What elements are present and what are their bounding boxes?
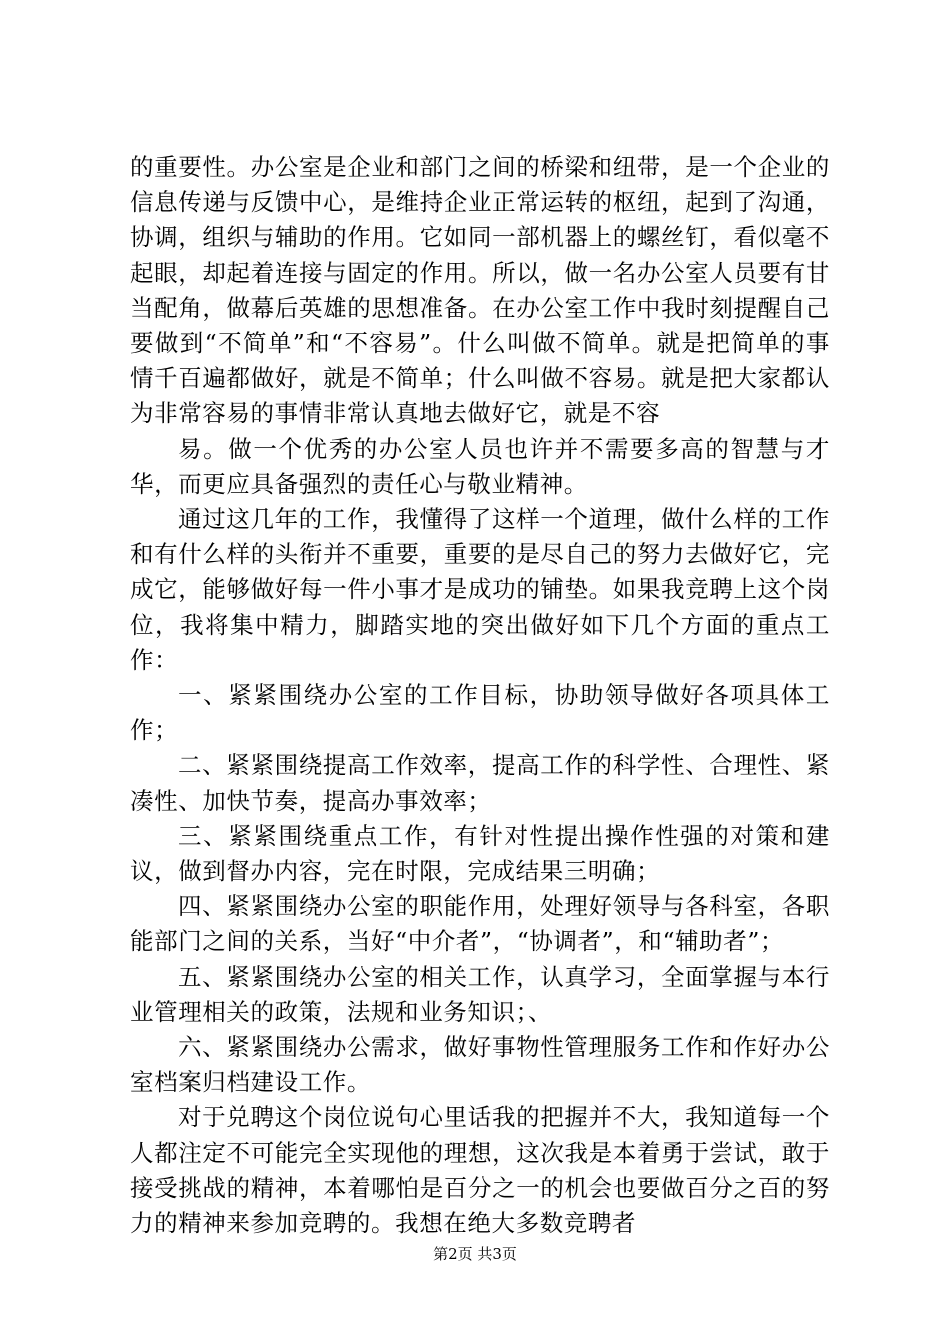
- paragraph: 易。做一个优秀的办公室人员也许并不需要多高的智慧与才华，而更应具备强烈的责任心与敬业精神。: [130, 434, 830, 498]
- document-body: [130, 150, 830, 1241]
- list-item-3: 三、紧紧围绕重点工作，有针对性提出操作性强的对策和建议，做到督办内容，完在时限，完成结果三明确；: [130, 821, 830, 886]
- paragraph: 通过这几年的工作，我懂得了这样一个道理，做什么样的工作和有什么样的头衔并不重要，重要的是尽自己的努力去做好它，完成它，能够做好每一件小事才是成功的铺垫。如果我竞聘上这个岗位，我将集中精力，脚踏实地的突出做好如下几个方面的重点工作：: [130, 505, 830, 674]
- paragraph: 对于兑聘这个岗位说句心里话我的把握并不大，我知道每一个人都注定不可能完全实现他的理想，这次我是本着勇于尝试，敢于接受挑战的精神，本着哪怕是百分之一的机会也要做百分之百的努力的精神来参加竞聘的。我想在绝大多数竞聘者: [130, 1103, 830, 1238]
- page-footer: 第2页 共3页: [433, 1245, 517, 1263]
- list-item-4: 四、紧紧围绕办公室的职能作用，处理好领导与各科室，各职能部门之间的关系，当好“中介者”，“协调者”，和“辅助者”；: [130, 892, 830, 956]
- list-item-1: 一、紧紧围绕办公室的工作目标，协助领导做好各项具体工作；: [130, 681, 830, 745]
- list-item-2: 二、紧紧围绕提高工作效率，提高工作的科学性、合理性、紧凑性、加快节奏，提高办事效率；: [130, 751, 830, 815]
- paragraph-continuation: 的重要性。办公室是企业和部门之间的桥梁和纽带，是一个企业的信息传递与反馈中心，是维持企业正常运转的枢纽，起到了沟通，协调，组织与辅助的作用。它如同一部机器上的螺丝钉，看似毫不起眼，却起着连接与固定的作用。所以，做一名办公室人员要有甘当配角，做幕后英雄的思想准备。在办公室工作中我时刻提醒自己要做到“不简单”和“不容易”。什么叫做不简单。就是把简单的事情千百遍都做好，就是不简单；什么叫做不容易。就是把大家都认为非常容易的事情非常认真地去做好它，就是不容: [130, 153, 830, 428]
- list-item-6: 六、紧紧围绕办公需求，做好事物性管理服务工作和作好办公室档案归档建设工作。: [130, 1033, 830, 1097]
- list-item-5: 五、紧紧围绕办公室的相关工作，认真学习，全面掌握与本行业管理相关的政策，法规和业务知识；、: [130, 962, 830, 1026]
